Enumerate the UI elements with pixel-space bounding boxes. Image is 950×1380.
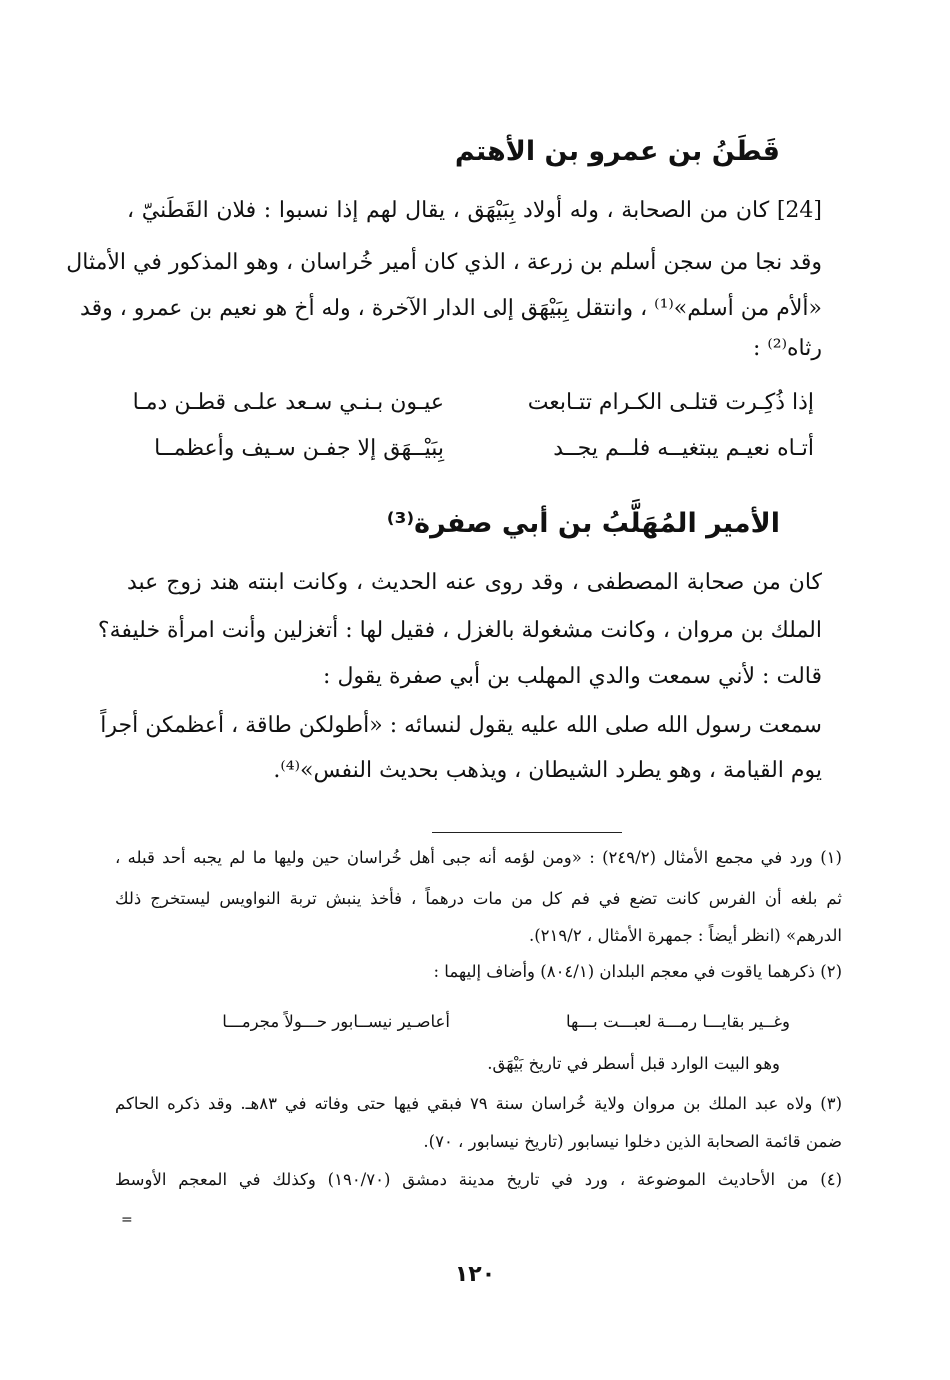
verse-first-hemistich: وغــير بقايـــا رمـــة لعبـــت بـــها <box>566 1012 790 1031</box>
verse-first-hemistich: أتـاه نعيـم يبتغيــه فلــم يجــد <box>553 436 814 461</box>
footnote-line: (٢) ذكرهما ياقوت في معجم البلدان (٨٠٤/١) وأضاف إليهما : <box>433 962 842 981</box>
section-heading-muhallab: الأمير المُهَلَّبُ بن أبي صفرة⁽³⁾ <box>386 508 780 539</box>
footnote-line: الدرهم» (انظر أيضاً : جمهرة الأمثال ، ٢١٩/٢). <box>528 926 842 945</box>
body-line: سمعت رسول الله صلى الله عليه يقول لنسائه : «أطولكن طاقة ، أعظمكن أجراً <box>100 713 822 738</box>
footnote-line: (٣) ولاه عبد الملك بن مروان ولاية خُراسان سنة ٧٩ فبقي فيها حتى وفاته في ٨٣هـ. وقد ذكره الحاكم <box>115 1094 842 1113</box>
footnote-line: (١) ورد في مجمع الأمثال (٢٤٩/٢) : «ومن لؤمه أنه جبى أهل خُراسان حين وليها ما لم يجبه أحد قبله ، <box>115 848 842 867</box>
footnote-line: ضمن قائمة الصحابة الذين دخلوا نيسابور (تاريخ نيسابور ، ٧٠). <box>423 1132 842 1151</box>
footnote-line: (٤) من الأحاديث الموضوعة ، ورد في تاريخ مدينة دمشق (١٩٠/٧٠) وكذلك في المعجم الأوسط <box>115 1170 842 1189</box>
footnote-line: وهو البيت الوارد قبل أسطر في تاريخ بَيْهَق. <box>487 1054 780 1073</box>
body-line: كان من صحابة المصطفى ، وقد روى عنه الحديث ، وكانت ابنته هند زوج عبد <box>127 570 822 595</box>
verse-second-hemistich: أعاصـير نيســابور حـــولاً مجرمـــا <box>222 1012 450 1031</box>
body-line: قالت : لأني سمعت والدي المهلب بن أبي صفرة يقول : <box>323 664 822 689</box>
body-line: «ألأم من أسلم»⁽¹⁾ ، وانتقل بِبَيْهَق إلى الدار الآخرة ، وله أخ هو نعيم بن عمرو ، وقد <box>80 296 822 321</box>
body-line: وقد نجا من سجن أسلم بن زرعة ، الذي كان أمير خُراسان ، وهو المذكور في الأمثال <box>66 250 822 275</box>
verse-second-hemistich: عيـون بـنـي سـعد علـى قطـن دمـا <box>132 390 444 415</box>
verse-second-hemistich: بِبَيْــهَق إلا جفـن سـيف وأعظمــا <box>154 436 444 461</box>
footnote-line: ثم بلغه أن الفرس كانت تضع في فم كل من مات درهماً ، فأخذ ينبش تربة النواويس ليستخرج ذلك <box>115 889 842 908</box>
body-line: الملك بن مروان ، وكانت مشغولة بالغزل ، فقيل لها : أتغزلين وأنت امرأة خليفة؟ <box>97 618 822 643</box>
continuation-mark: = <box>121 1212 133 1228</box>
section-heading-qatan: قَطَنُ بن عمرو بن الأهتم <box>454 136 780 167</box>
body-line: [24] كان من الصحابة ، وله أولاد بِبَيْهَق ، يقال لهم إذا نسبوا : فلان القَطَنيّ ، <box>127 198 822 223</box>
body-line: يوم القيامة ، وهو يطرد الشيطان ، ويذهب بحديث النفس»⁽⁴⁾. <box>273 758 822 783</box>
footnote-separator <box>432 832 622 833</box>
body-line: رثاه⁽²⁾ : <box>752 336 822 361</box>
verse-first-hemistich: إذا ذُكِـرت قتلـى الكـرام تتـابعت <box>527 390 814 415</box>
page-number: ١٢٠ <box>454 1262 496 1287</box>
